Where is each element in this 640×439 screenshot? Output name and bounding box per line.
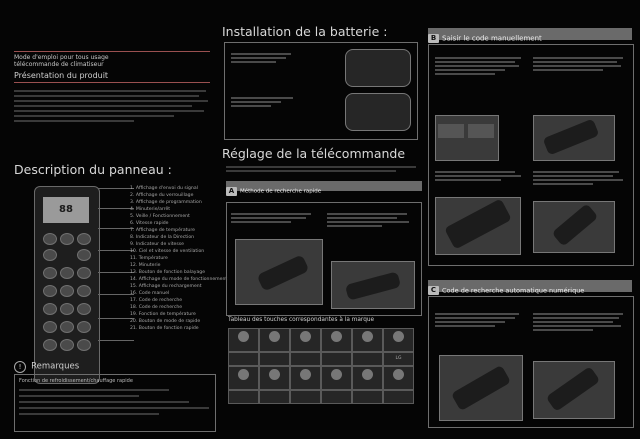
section-c-badge: C: [428, 286, 439, 295]
legend-item: 10. Ciel et vitesse de ventilation: [130, 249, 205, 254]
brand-cell: [290, 366, 321, 390]
settings-title: Réglage de la télécommande: [222, 146, 406, 161]
remote-illustration: [34, 186, 100, 384]
brand-cell: [228, 366, 259, 390]
remote-button: [43, 233, 57, 245]
remote-button: [43, 303, 57, 315]
legend-item: 3. Affichage de programmation: [130, 200, 202, 205]
left-column: [8, 40, 228, 432]
section-b-step-4-text: [533, 169, 623, 187]
brand-button-icon: [300, 369, 311, 380]
section-b-header: [428, 28, 632, 43]
section-c-header: [428, 280, 632, 295]
legend-item: 7. Affichage de température: [130, 228, 195, 233]
brand-cell: [259, 328, 290, 352]
section-a-badge: A: [226, 187, 237, 196]
brand-button-icon: [269, 331, 280, 342]
section-b-step-1-text: [435, 55, 521, 77]
legend-item: 17. Code de recherche: [130, 298, 183, 303]
brand-label: [228, 390, 259, 404]
section-c-step-1-text: [435, 311, 519, 329]
brand-cell: [321, 366, 352, 390]
section-a-image-2: [331, 261, 415, 309]
remote-button: [77, 285, 91, 297]
brand-button-icon: [300, 331, 311, 342]
remarks-box: [14, 374, 216, 432]
legend-item: 15. Affichage du rechargement: [130, 284, 202, 289]
remote-button: [43, 285, 57, 297]
brand-label: [228, 352, 259, 366]
brand-label: [352, 352, 383, 366]
section-b-image-1: [435, 115, 499, 161]
legend-item: 11. Température: [130, 256, 168, 261]
section-title-presentation: Présentation du produit: [14, 71, 109, 80]
legend-item: 19. Fonction de température: [130, 312, 196, 317]
legend-item: 20. Bouton de mode de rapide: [130, 319, 201, 324]
section-a-image-1: [235, 239, 323, 305]
legend-item: 5. Veille / Fonctionnement: [130, 214, 190, 219]
brand-label: [290, 352, 321, 366]
brand-label: [383, 390, 414, 404]
section-c-title: Code de recherche automatique numérique: [442, 286, 585, 295]
section-b-image-4: [533, 201, 615, 253]
brand-cell: [290, 328, 321, 352]
brand-label: [290, 390, 321, 404]
remote-button: [77, 303, 91, 315]
brand-table-title: Tableau des touches correspondantes à la marque: [228, 317, 375, 323]
brand-cell: [352, 366, 383, 390]
brand-label: [259, 352, 290, 366]
legend-item: 9. Indicateur de vitesse: [130, 242, 184, 247]
battery-title: Installation de la batterie :: [222, 24, 388, 39]
section-a-step-2-text: [327, 211, 409, 229]
section-b-box: [428, 44, 634, 266]
remote-button: [60, 267, 74, 279]
brand-button-icon: [269, 369, 280, 380]
brand-button-icon: [393, 331, 404, 342]
brand-label: [321, 390, 352, 404]
legend-item: 18. Code de recherche: [130, 305, 183, 310]
legend-item: 2. Affichage du verrouillage: [130, 193, 194, 198]
header-line-1: Mode d'emploi pour tous usage: [14, 54, 109, 61]
brand-cell: [259, 366, 290, 390]
remote-button: [77, 339, 91, 351]
settings-intro: [226, 164, 416, 174]
presentation-text: [14, 87, 210, 125]
remote-button: [43, 339, 57, 351]
divider: [14, 82, 210, 83]
brand-label: [259, 390, 290, 404]
battery-image-1: [345, 49, 411, 87]
section-b-title: Saisir le code manuellement: [442, 34, 542, 43]
legend-item: 14. Affichage du mode de fonctionnement: [130, 277, 228, 282]
battery-image-2: [345, 93, 411, 131]
legend-item: 12. Minuterie: [130, 263, 161, 268]
remote-lcd: 88: [43, 197, 89, 223]
section-b-image-2: [533, 115, 615, 161]
section-b-step-2-text: [533, 55, 623, 73]
info-icon: !: [14, 361, 26, 373]
brand-button-icon: [362, 331, 373, 342]
legend-item: 21. Bouton de fonction rapide: [130, 326, 199, 331]
legend-item: 8. Indicateur de la Direction: [130, 235, 195, 240]
remote-button: [60, 321, 74, 333]
header-line-2: télécommande de climatiseur: [14, 61, 104, 68]
section-a-title: Méthode de recherche rapide: [240, 188, 322, 195]
brand-button-icon: [362, 369, 373, 380]
legend-item: 6. Vitesse rapide: [130, 221, 169, 226]
brand-label: [321, 352, 352, 366]
section-b-badge: B: [428, 34, 439, 43]
legend-item: 4. Minuterie/arrêt: [130, 207, 171, 212]
remarks-heading: [14, 356, 79, 375]
section-a-box: [226, 202, 422, 316]
brand-cell: [383, 366, 414, 390]
brand-cell: [321, 328, 352, 352]
section-a-header: [226, 181, 422, 195]
remote-button: [77, 267, 91, 279]
battery-box: [224, 42, 418, 140]
divider: [14, 51, 210, 52]
legend-item: 13. Bouton de fonction balayage: [130, 270, 206, 275]
legend-item: 16. Code manuel: [130, 291, 170, 296]
callout-lines: [98, 188, 134, 358]
panel-description-title: Description du panneau :: [14, 162, 172, 177]
remarks-title: Remarques: [31, 361, 80, 372]
panel-legend: [130, 185, 228, 332]
remote-button: [60, 233, 74, 245]
section-c-image-1: [439, 355, 523, 421]
brand-button-icon: [331, 369, 342, 380]
legend-item: 1. Affichage d'envoi du signal: [130, 186, 198, 191]
remarks-subtitle: Fonction de refroidissement/chauffage rapide: [19, 378, 133, 384]
remote-button: [60, 303, 74, 315]
brand-button-icon: [238, 369, 249, 380]
battery-step-1: [231, 51, 291, 65]
section-c-image-2: [533, 361, 615, 419]
remote-button: [77, 233, 91, 245]
section-a-step-1-text: [231, 211, 311, 225]
section-c-box: [428, 296, 634, 428]
remote-button: [60, 285, 74, 297]
remote-button: [77, 249, 91, 261]
brand-button-icon: [331, 331, 342, 342]
remote-button: [43, 267, 57, 279]
brand-cell: [383, 328, 414, 352]
brand-cell: [352, 328, 383, 352]
brand-table: [228, 328, 414, 404]
brand-button-icon: [238, 331, 249, 342]
remote-button: [77, 321, 91, 333]
brand-cell: [228, 328, 259, 352]
battery-step-2: [231, 95, 293, 109]
brand-button-icon: [393, 369, 404, 380]
remote-button: [43, 249, 57, 261]
section-b-step-3-text: [435, 169, 521, 183]
section-b-image-3: [435, 197, 521, 255]
brand-label: LG: [383, 352, 414, 366]
remote-button: [60, 339, 74, 351]
section-c-step-2-text: [533, 311, 623, 333]
brand-label: [352, 390, 383, 404]
remote-button: [43, 321, 57, 333]
